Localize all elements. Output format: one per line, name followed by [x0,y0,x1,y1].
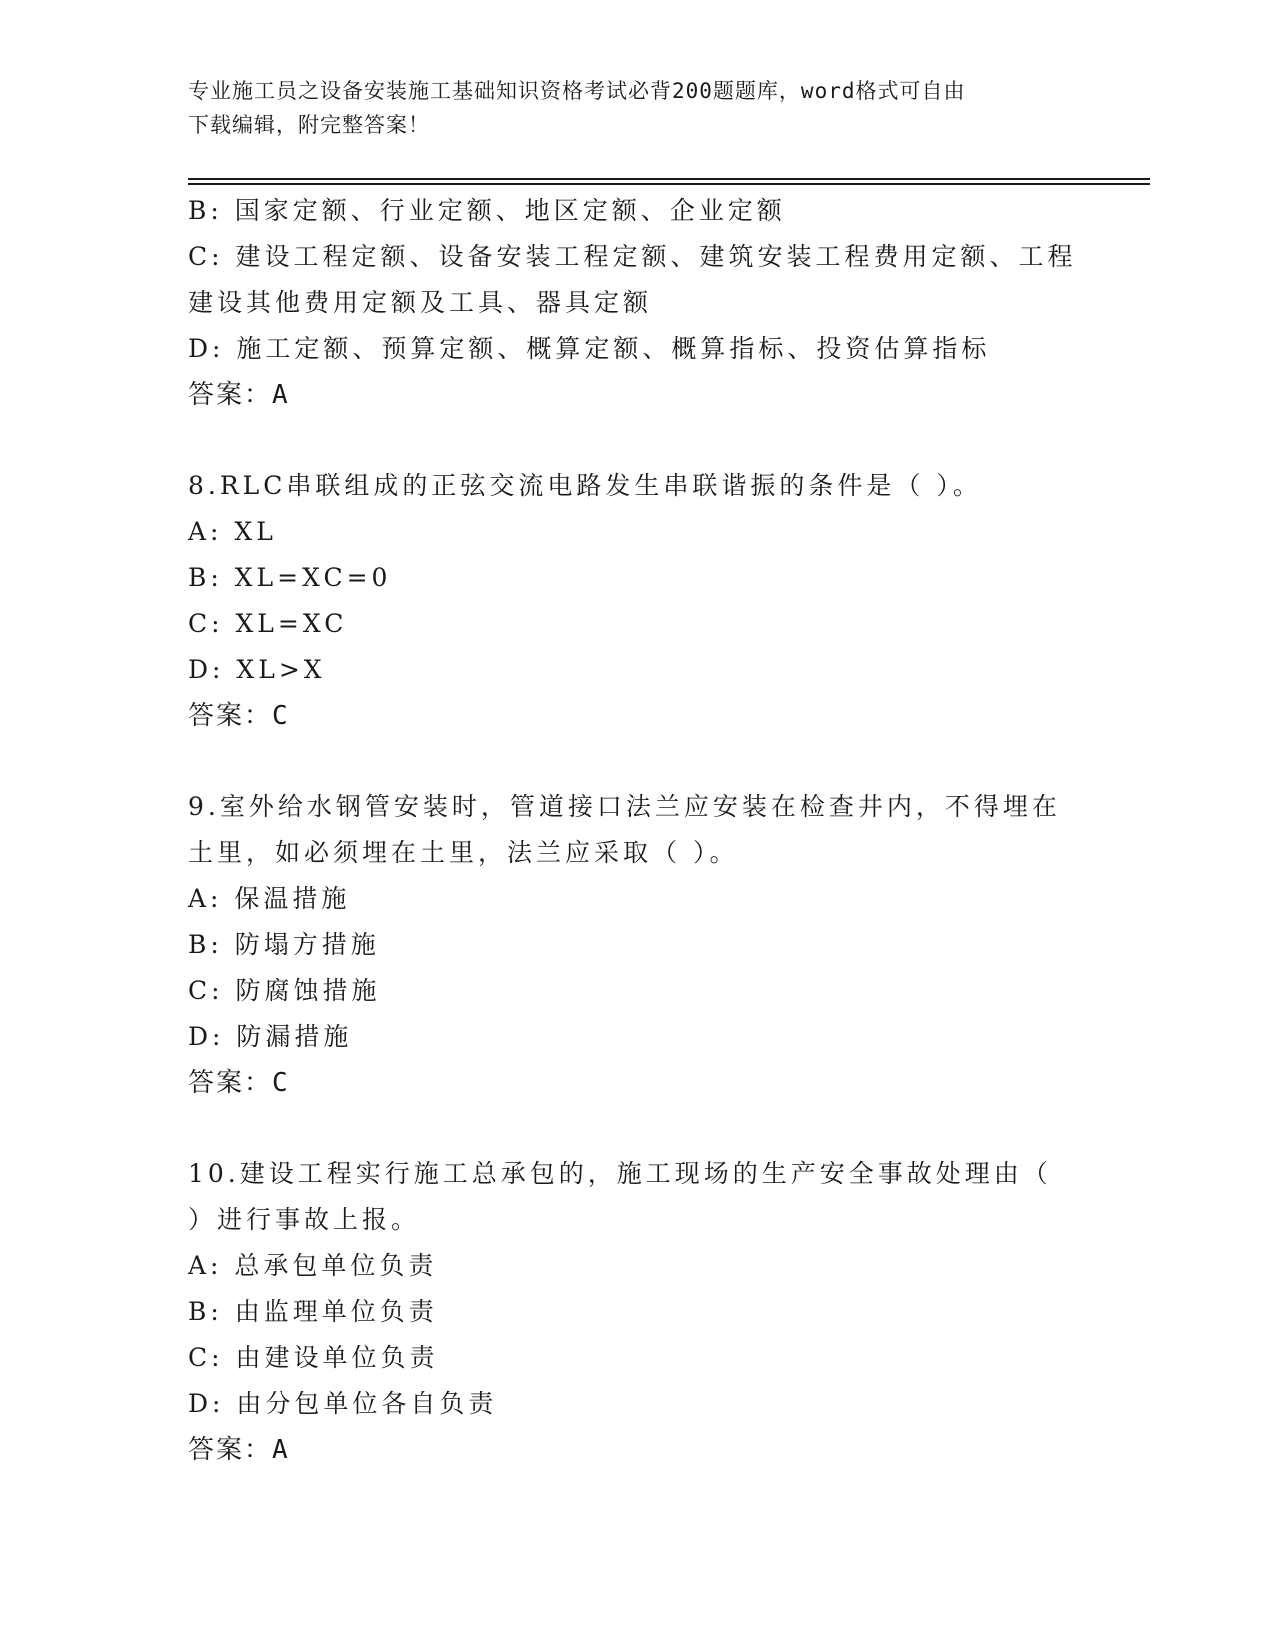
question-block [188,784,1088,1106]
option-line: B: 由监理单位负责 [188,1297,438,1326]
option-line: D: 由分包单位各自负责 [188,1389,498,1418]
option-line: D: XL>X [188,655,326,684]
question-text: 8.RLC串联组成的正弦交流电路发生串联谐振的条件是（ ）。 [188,471,982,500]
option-line: B: 防塌方措施 [188,930,380,959]
question-block [188,188,1088,418]
answer-line: 答案：A [188,1435,290,1465]
header-line-1: 专业施工员之设备安装施工基础知识资格考试必背200题题库，word格式可自由 [188,79,966,103]
document-header [188,74,1068,142]
option-line: A: 总承包单位负责 [188,1251,438,1280]
option-line: 建设其他费用定额及工具、器具定额 [188,288,653,317]
answer-line: 答案：C [188,1068,290,1098]
question-content [188,188,1088,1473]
option-line: B: 国家定额、行业定额、地区定额、企业定额 [188,196,786,225]
option-line: B: XL=XC=0 [188,563,392,592]
answer-line: 答案：A [188,380,290,410]
answer-line: 答案：C [188,701,290,731]
option-line: A: 保温措施 [188,884,351,913]
question-block [188,1151,1088,1473]
option-line: C: 由建设单位负责 [188,1343,439,1372]
option-line: C: 建设工程定额、设备安装工程定额、建筑安装工程费用定额、工程 [188,242,1077,271]
header-divider-bottom [188,183,1150,185]
question-text: 9.室外给水钢管安装时，管道接口法兰应安装在检查井内，不得埋在 [188,792,1061,821]
question-block [188,463,1088,739]
header-line-2: 下载编辑，附完整答案！ [188,113,430,137]
header-divider-top [188,178,1150,180]
option-line: C: XL=XC [188,609,348,638]
question-text: 10.建设工程实行施工总承包的，施工现场的生产安全事故处理由（ [188,1159,1052,1188]
option-line: C: 防腐蚀措施 [188,976,381,1005]
option-line: D: 防漏措施 [188,1022,353,1051]
option-line: A: XL [188,517,277,546]
option-line: D: 施工定额、预算定额、概算定额、概算指标、投资估算指标 [188,334,991,363]
question-text: ）进行事故上报。 [188,1205,421,1234]
question-text: 土里，如必须埋在土里，法兰应采取（ ）。 [188,838,739,867]
